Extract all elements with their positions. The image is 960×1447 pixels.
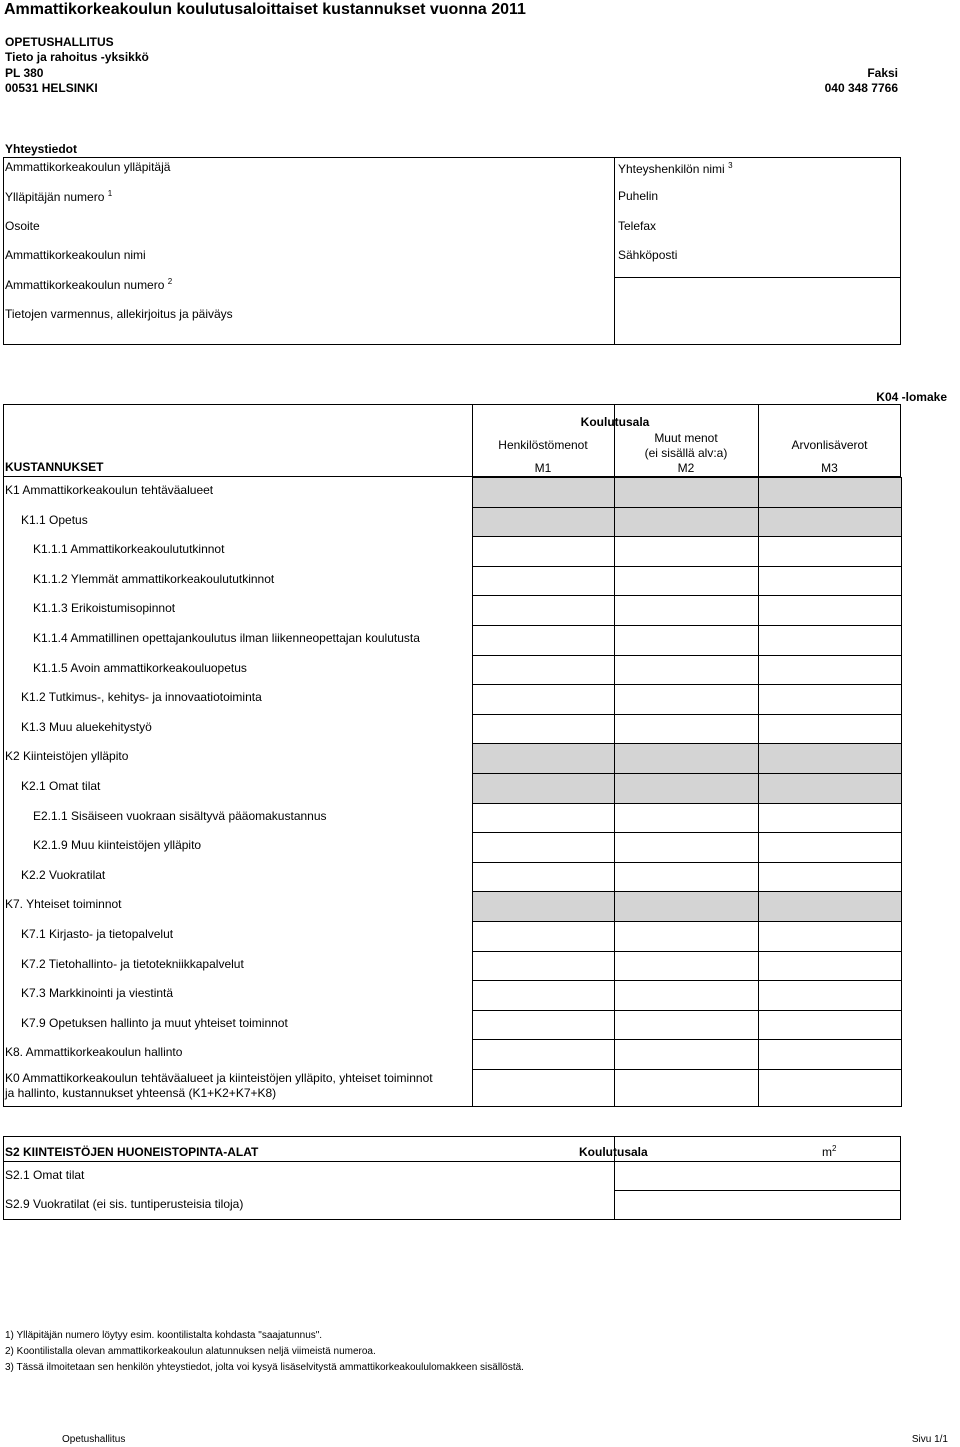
input-cell[interactable]: [472, 951, 615, 982]
shaded-cell: [472, 743, 615, 774]
input-cell[interactable]: [614, 1039, 759, 1070]
po-box: PL 380: [5, 66, 44, 80]
footer-page-number: Sivu 1/1: [911, 1434, 948, 1445]
column-header-name: Muut menot: [654, 431, 718, 445]
total-input-cell[interactable]: [472, 1069, 615, 1107]
column-code: M3: [821, 461, 838, 475]
input-cell[interactable]: [472, 1039, 615, 1070]
contact-right-rule: [614, 277, 901, 278]
cost-row-label: K1.2 Tutkimus-, kehitys- ja innovaatiotoiminta: [21, 690, 262, 705]
areas-unit: $m^2$: [822, 1144, 837, 1159]
field-label-text: Ammattikorkeakoulun numero: [5, 278, 165, 292]
cost-row-label: K1.1.5 Avoin ammattikorkeakouluopetus: [33, 660, 247, 675]
areas-title: S2 KIINTEISTÖJEN HUONEISTOPINTA-ALAT: [5, 1145, 259, 1159]
shaded-cell: [758, 507, 902, 538]
cost-row-label: K1.1.1 Ammattikorkeakoulututkinnot: [33, 542, 225, 557]
field-label-text: Yhteyshenkilön nimi: [618, 162, 725, 176]
input-cell[interactable]: [472, 980, 615, 1011]
input-cell[interactable]: [472, 1010, 615, 1041]
total-input-cell[interactable]: [758, 1069, 902, 1107]
input-cell[interactable]: [758, 803, 902, 834]
input-cell[interactable]: [758, 980, 902, 1011]
input-cell[interactable]: [472, 862, 615, 893]
cost-row-label: K1 Ammattikorkeakoulun tehtäväalueet: [5, 483, 214, 497]
shaded-cell: [614, 891, 759, 922]
input-cell[interactable]: [614, 655, 759, 686]
contact-field-label: [618, 248, 677, 262]
input-cell[interactable]: [472, 921, 615, 952]
input-cell[interactable]: [472, 536, 615, 567]
contact-section-title: Yhteystiedot: [5, 142, 78, 156]
input-cell[interactable]: [472, 595, 615, 626]
contact-field-label: [5, 219, 40, 233]
cost-row-label: K1.1.3 Erikoistumisopinnot: [33, 601, 176, 616]
cost-row-label: K2.2 Vuokratilat: [21, 867, 106, 882]
shaded-cell: [472, 477, 615, 508]
input-cell[interactable]: [614, 625, 759, 656]
footnote: 1) Ylläpitäjän numero löytyy esim. koontilistalta kohdasta "saajatunnus".: [5, 1330, 323, 1341]
fax-number: 040 348 7766: [824, 81, 898, 95]
footnote-marker: 2: [167, 277, 173, 286]
cost-row-label: K2.1 Omat tilat: [21, 779, 101, 793]
input-cell[interactable]: [758, 1039, 902, 1070]
contact-field-label: [618, 162, 733, 176]
input-cell[interactable]: [614, 951, 759, 982]
input-cell[interactable]: [614, 803, 759, 834]
cost-row-label: K8. Ammattikorkeakoulun hallinto: [5, 1045, 183, 1060]
input-cell[interactable]: [472, 832, 615, 863]
postal-address: 00531 HELSINKI: [5, 81, 98, 95]
contact-field-label: [618, 219, 656, 233]
cost-row-label: K2.1.9 Muu kiinteistöjen ylläpito: [33, 838, 202, 853]
cost-row-label: E2.1.1 Sisäiseen vuokraan sisältyvä pääomakustannus: [33, 808, 327, 823]
shaded-cell: [472, 891, 615, 922]
contact-divider: [614, 157, 615, 345]
shaded-cell: [472, 507, 615, 538]
shaded-cell: [758, 891, 902, 922]
input-cell[interactable]: [758, 714, 902, 745]
input-cell[interactable]: [758, 566, 902, 597]
areas-col-label: Koulutusala: [579, 1145, 648, 1159]
cost-row-label: K1.1.4 Ammatillinen opettajankoulutus ilman liikenneopettajan koulutusta: [33, 631, 420, 645]
costs-section-label: KUSTANNUKSET: [5, 460, 104, 474]
org-unit: Tieto ja rahoitus -yksikkö: [5, 50, 149, 64]
input-cell[interactable]: [614, 862, 759, 893]
total-input-cell[interactable]: [614, 1069, 759, 1107]
cost-row-label: K1.3 Muu aluekehitystyö: [21, 719, 152, 734]
footnote: 3) Tässä ilmoitetaan sen henkilön yhteystiedot, jolta voi kysyä lisäselvitystä ammattikorkeakoululomakkeen sisällöstä.: [5, 1362, 524, 1373]
footer-publisher: Opetushallitus: [62, 1434, 126, 1445]
cost-row-label: K7.9 Opetuksen hallinto ja muut yhteiset toiminnot: [21, 1015, 288, 1030]
input-cell[interactable]: [614, 566, 759, 597]
input-cell[interactable]: [758, 832, 902, 863]
field-label-text: Ammattikorkeakoulun ylläpitäjä: [5, 160, 171, 174]
field-label-text: Tietojen varmennus, allekirjoitus ja päiväys: [5, 307, 233, 321]
area-row-label: S2.9 Vuokratilat (ei sis. tuntiperusteisia tiloja): [5, 1197, 244, 1211]
area-input-cell[interactable]: [614, 1161, 901, 1191]
cost-row-label: K7.2 Tietohallinto- ja tietotekniikkapalvelut: [21, 956, 244, 971]
field-label-text: Osoite: [5, 219, 40, 233]
input-cell[interactable]: [758, 1010, 902, 1041]
contact-field-label: [5, 307, 233, 321]
shaded-cell: [758, 773, 902, 804]
cost-row-label: K7.3 Markkinointi ja viestintä: [21, 986, 174, 1001]
shaded-cell: [758, 477, 902, 508]
area-input-cell[interactable]: [614, 1190, 901, 1220]
area-row-label: S2.1 Omat tilat: [5, 1168, 85, 1182]
input-cell[interactable]: [472, 714, 615, 745]
contact-field-label: [5, 248, 146, 262]
input-cell[interactable]: [758, 951, 902, 982]
form-code: K04 -lomake: [876, 390, 947, 404]
shaded-cell: [758, 743, 902, 774]
contact-field-label: [5, 190, 112, 204]
cost-row-label: K7. Yhteiset toiminnot: [5, 897, 122, 912]
shaded-cell: [614, 507, 759, 538]
field-label-text: Telefax: [618, 219, 657, 233]
total-label-line-1: K0 Ammattikorkeakoulun tehtäväalueet ja kiinteistöjen ylläpito, yhteiset toiminnot: [5, 1071, 433, 1085]
footnote-marker: 3: [728, 161, 733, 170]
column-code: M2: [677, 461, 695, 475]
input-cell[interactable]: [472, 566, 615, 597]
input-cell[interactable]: [614, 921, 759, 952]
shaded-cell: [614, 743, 759, 774]
group-header: Koulutusala: [580, 415, 650, 429]
input-cell[interactable]: [758, 595, 902, 626]
input-cell[interactable]: [614, 595, 759, 626]
input-cell[interactable]: [758, 536, 902, 567]
shaded-cell: [472, 773, 615, 804]
input-cell[interactable]: [614, 980, 759, 1011]
field-label-text: Ammattikorkeakoulun nimi: [5, 248, 146, 262]
input-cell[interactable]: [472, 803, 615, 834]
input-cell[interactable]: [758, 684, 902, 715]
input-cell[interactable]: [614, 1010, 759, 1041]
shaded-cell: [614, 773, 759, 804]
cost-row-label: K1.1 Opetus: [21, 512, 88, 527]
fax-label: Faksi: [867, 66, 898, 80]
input-cell[interactable]: [472, 655, 615, 686]
footnote: 2) Koontilistalla olevan ammattikorkeakoulun alatunnuksen neljä viimeistä numeroa.: [5, 1346, 376, 1357]
field-label-text: Ylläpitäjän numero: [5, 190, 105, 204]
input-cell[interactable]: [472, 625, 615, 656]
column-code: M1: [534, 461, 552, 475]
total-label-line-2: ja hallinto, kustannukset yhteensä (K1+K2+K7+K8): [5, 1086, 277, 1100]
org-name: OPETUSHALLITUS: [5, 35, 114, 49]
column-header-note: (ei sisällä alv:a): [644, 446, 728, 460]
input-cell[interactable]: [758, 921, 902, 952]
column-header-name: Arvonlisäverot: [791, 438, 868, 452]
cost-row-label: K7.1 Kirjasto- ja tietopalvelut: [21, 927, 174, 941]
field-label-text: Puhelin: [618, 189, 659, 203]
cost-row-label: K1.1.2 Ylemmät ammattikorkeakoulututkinnot: [33, 571, 275, 586]
input-cell[interactable]: [472, 684, 615, 715]
input-cell[interactable]: [758, 655, 902, 686]
input-cell[interactable]: [614, 684, 759, 715]
contact-field-label: [618, 189, 658, 203]
input-cell[interactable]: [614, 832, 759, 863]
column-header-name: Henkilöstömenot: [498, 438, 588, 452]
cost-row-label: K2 Kiinteistöjen ylläpito: [5, 749, 129, 764]
input-cell[interactable]: [758, 862, 902, 893]
shaded-cell: [614, 477, 759, 508]
contact-field-label: [5, 160, 170, 174]
input-cell[interactable]: [614, 714, 759, 745]
field-label-text: Sähköposti: [618, 248, 678, 262]
contact-field-label: [5, 278, 172, 292]
input-cell[interactable]: [758, 625, 902, 656]
input-cell[interactable]: [614, 536, 759, 567]
footnote-marker: 1: [107, 189, 113, 198]
page-title: Ammattikorkeakoulun koulutusaloittaiset kustannukset vuonna 2011: [4, 1, 526, 18]
